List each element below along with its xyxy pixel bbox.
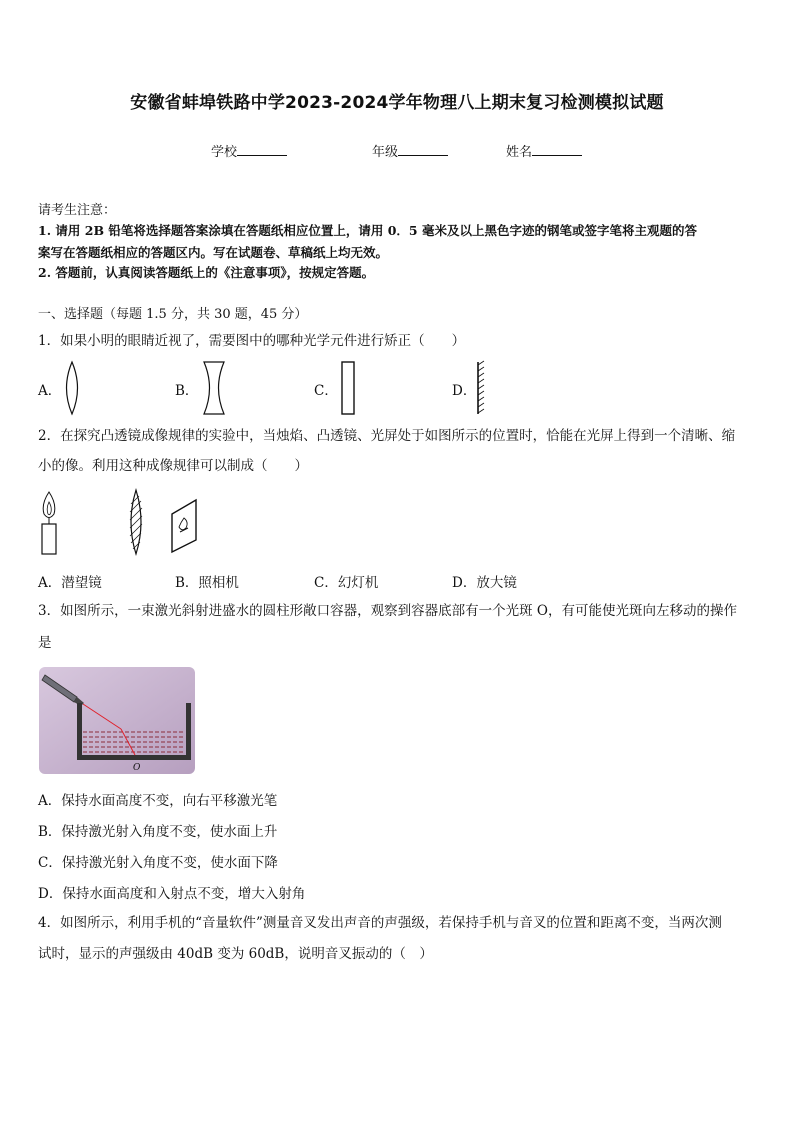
school-label: 学校: [211, 145, 238, 160]
convex-lens-icon: [62, 361, 82, 415]
notice-line-2: 2. 答题前，认真阅读答题纸上的《注意事项》，按规定答题。: [38, 265, 375, 280]
q2-stem-line-1: 2．在探究凸透镜成像规律的实验中，当烛焰、凸透镜、光屏处于如图所示的位置时，恰能在光屏上得到一个清晰、缩: [38, 428, 736, 444]
q2-option-a[interactable]: A．潜望镜: [38, 575, 102, 591]
q2-experiment-figure: [34, 490, 209, 562]
grade-field[interactable]: [372, 141, 448, 160]
screen-icon: [172, 500, 196, 552]
q3-stem-line-1: 3．如图所示，一束激光斜射进盛水的圆柱形敞口容器，观察到容器底部有一个光斑 O，有可能使光斑向左移动的操作: [38, 603, 737, 619]
grade-label: 年级: [372, 145, 399, 160]
q2-option-b[interactable]: B．照相机: [175, 575, 239, 591]
q3-option-b[interactable]: B．保持激光射入角度不变，使水面上升: [38, 824, 278, 840]
q4-stem-line-1: 4．如图所示，利用手机的“音量软件”测量音叉发出声音的声强级，若保持手机与音叉的位置和距离不变，当两次测: [38, 915, 722, 931]
grade-blank[interactable]: [398, 143, 448, 156]
q1-option-a[interactable]: A．: [38, 383, 62, 399]
notice-line-1a: 1. 请用 2B 铅笔将选择题答案涂填在答题纸相应位置上，请用 0．5 毫米及以上黑色字迹的钢笔或签字笔将主观题的答: [38, 223, 697, 238]
name-field[interactable]: [506, 141, 582, 160]
glass-block-icon: [340, 361, 356, 415]
q4-stem-line-2: 试时，显示的声强级由 40dB 变为 60dB，说明音叉振动的（ ）: [38, 946, 433, 962]
q1-option-c[interactable]: C．: [314, 383, 338, 399]
concave-lens-icon: [202, 361, 226, 415]
name-blank[interactable]: [532, 143, 582, 156]
school-field[interactable]: [211, 141, 287, 160]
q3-option-d[interactable]: D．保持水面高度和入射点不变，增大入射角: [38, 886, 306, 902]
convex-lens-figure-icon: [130, 490, 142, 554]
section-heading: 一、选择题（每题 1.5 分，共 30 题，45 分）: [38, 307, 308, 322]
plane-mirror-icon: [474, 361, 488, 415]
q3-option-c[interactable]: C．保持激光射入角度不变，使水面下降: [38, 855, 278, 871]
q2-stem-line-2: 小的像。利用这种成像规律可以制成（ ）: [38, 458, 308, 474]
spot-o-label: O: [133, 763, 141, 773]
q2-option-c[interactable]: C．幻灯机: [314, 575, 379, 591]
q2-option-d[interactable]: D．放大镜: [452, 575, 517, 591]
q1-option-b[interactable]: B．: [175, 383, 199, 399]
candle-icon: [42, 492, 56, 554]
q1-stem: 1．如果小明的眼睛近视了，需要图中的哪种光学元件进行矫正（ ）: [38, 333, 466, 349]
notice-line-1b: 案写在答题纸相应的答题区内。写在试题卷、草稿纸上均无效。: [38, 245, 389, 260]
q1-option-d[interactable]: D．: [452, 383, 477, 399]
exam-title: 安徽省蚌埠铁路中学2023-2024学年物理八上期末复习检测模拟试题: [130, 93, 664, 113]
q3-stem-line-2: 是: [38, 635, 52, 651]
q3-option-a[interactable]: A．保持水面高度不变，向右平移激光笔: [38, 793, 278, 809]
name-label: 姓名: [506, 145, 533, 160]
school-blank[interactable]: [237, 143, 287, 156]
notice-heading: 请考生注意：: [38, 203, 117, 218]
q3-laser-figure: [39, 667, 195, 774]
